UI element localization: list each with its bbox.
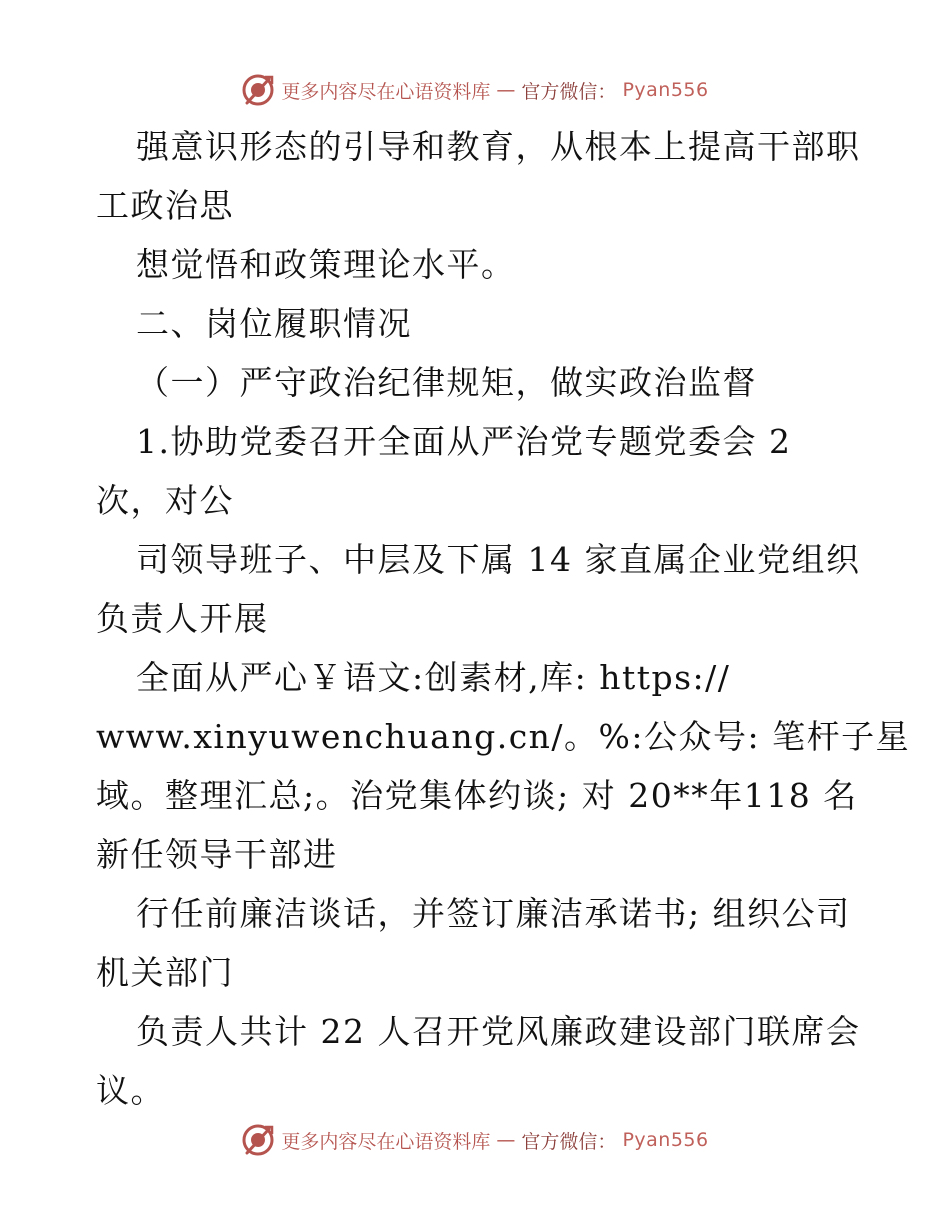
body-line: 负责人共计 22 人召开党风廉政建设部门联席会	[136, 1012, 861, 1051]
section-heading: 二、岗位履职情况	[136, 304, 412, 343]
watermark-id: Pyan556	[622, 79, 709, 101]
subsection-heading: （一）严守政治纪律规矩，做实政治监督	[136, 363, 757, 402]
body-line: 新任领导干部进	[96, 835, 338, 874]
watermark-separator: —	[496, 79, 516, 101]
body-line: 行任前廉洁谈话，并签订廉洁承诺书; 组织公司	[136, 894, 851, 933]
quill-seal-icon	[241, 1123, 275, 1157]
body-line: 次，对公	[96, 481, 234, 520]
body-line: 司领导班子、中层及下属 14 家直属企业党组织	[136, 540, 861, 579]
body-line: 强意识形态的引导和教育，从根本上提高干部职	[136, 127, 861, 166]
watermark-separator: —	[496, 1129, 516, 1151]
body-line: 域。整理汇总;。治党集体约谈; 对 20**年118 名	[96, 776, 858, 815]
watermark-label: 官方微信：	[521, 80, 617, 103]
body-line: 想觉悟和政策理论水平。	[136, 245, 516, 284]
body-line: www.xinyuwenchuang.cn/。%:公众号: 笔杆子星	[96, 717, 911, 756]
body-line: 机关部门	[96, 953, 234, 992]
footer-watermark	[0, 1120, 950, 1160]
body-line: 负责人开展	[96, 599, 269, 638]
body-line: 工政治思	[96, 186, 234, 225]
watermark-id: Pyan556	[622, 1129, 709, 1151]
header-watermark	[0, 70, 950, 110]
document-body	[96, 123, 911, 1126]
body-line: 议。	[96, 1071, 165, 1110]
watermark-label: 官方微信：	[521, 1130, 617, 1153]
body-line: 1.协助党委召开全面从严治党专题党委会 2	[136, 422, 792, 461]
quill-seal-icon	[241, 73, 275, 107]
watermark-text: 更多内容尽在心语资料库	[281, 1130, 491, 1153]
watermark-text: 更多内容尽在心语资料库	[281, 80, 491, 103]
body-line: 全面从严心￥语文:创素材,库: https://	[136, 658, 731, 697]
